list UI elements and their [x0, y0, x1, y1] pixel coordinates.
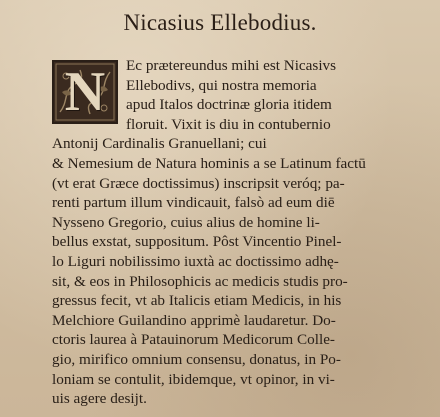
- text-line: renti partum illum vindicauit, falsò ad eum diē: [52, 194, 335, 212]
- text-line: floruit. Vixit is diu in contubernio: [126, 115, 331, 133]
- text-line: sit, & eos in Philosophicis ac medicis studis pro-: [52, 272, 348, 290]
- body-text: [52, 56, 432, 409]
- text-line: loniam se contulit, ibidemque, vt opinor, in vi-: [52, 370, 335, 388]
- text-line: uis agere desijt.: [52, 390, 147, 408]
- text-line: bellus exstat, suppositum. Pôst Vincentio Pinel-: [52, 233, 342, 251]
- text-line: gressus fecit, vt ab Italicis etiam Medicis, in his: [52, 292, 342, 310]
- text-line: Ellebodivs, qui nostra memoria: [126, 76, 317, 94]
- text-line: Antonij Cardinalis Granuellani; cui: [52, 135, 267, 153]
- text-line: lo Liguri nobilissimo iuxtà ac doctissimo adhę-: [52, 252, 339, 270]
- text-line: apud Italos doctrinæ gloria itidem: [126, 96, 332, 114]
- initial-letter: N: [64, 61, 106, 123]
- text-line: & Nemesium de Natura hominis a se Latinum factū: [52, 154, 366, 172]
- text-line: Nysseno Gregorio, cuius alius de homine li-: [52, 213, 320, 231]
- text-line: Melchiore Guilandino apprimè laudaretur. Do-: [52, 311, 336, 329]
- page-title: Nicasius Ellebodius.: [123, 10, 317, 35]
- text-line: (vt erat Græce doctissimus) inscripsit veróq; pa-: [52, 174, 345, 192]
- text-line: ctoris laurea à Patauinorum Medicorum Colle-: [52, 331, 335, 349]
- text-line: gio, mirifico omnium consensu, donatus, in Po-: [52, 350, 341, 368]
- text-line: Ec prætereundus mihi est Nicasivs: [126, 57, 337, 74]
